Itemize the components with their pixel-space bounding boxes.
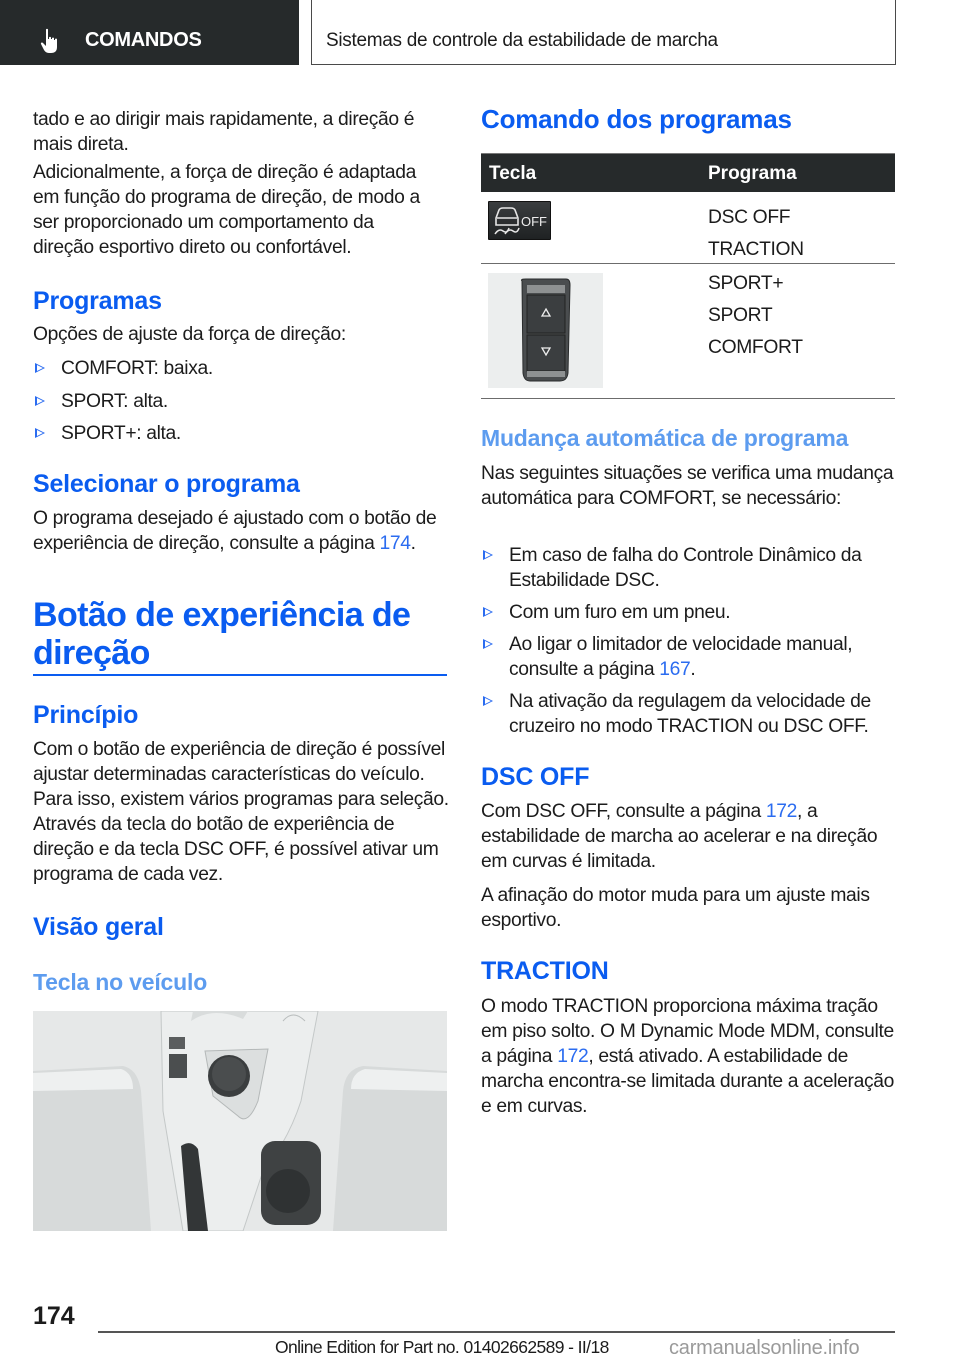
list-item: SPORT+: alta. — [35, 421, 445, 446]
list-item: Em caso de falha do Controle Dinâmico da Estabilidade DSC. — [483, 543, 895, 593]
edition-text: Online Edition for Part no. 01402662589 - II/18 — [275, 1337, 609, 1357]
triangle-bullet-icon — [483, 607, 493, 617]
pointing-hand-icon — [40, 28, 62, 54]
heading-tecla-no-veiculo: Tecla no veículo — [33, 969, 208, 995]
heading-principio: Princípio — [33, 701, 139, 729]
page-link-172[interactable]: 172 — [557, 1046, 589, 1067]
triangle-bullet-icon — [483, 550, 493, 560]
chapter-rule — [33, 674, 447, 676]
page-number: 174 — [33, 1302, 75, 1330]
triangle-bullet-icon — [483, 696, 493, 706]
program-list: SPORT+ SPORT COMFORT — [708, 273, 803, 358]
chapter-title-box — [311, 0, 896, 65]
column-header-programa: Programa — [708, 163, 797, 184]
programs-table — [481, 153, 895, 399]
heading-comando-programas: Comando dos programas — [481, 104, 792, 134]
section-tab — [0, 0, 299, 65]
svg-text:OFF: OFF — [521, 214, 547, 229]
page-link-172[interactable]: 172 — [765, 801, 798, 822]
table-header — [481, 153, 895, 192]
center-console-illustration — [33, 1011, 447, 1231]
triangle-bullet-icon — [35, 396, 45, 406]
triangle-bullet-icon — [35, 363, 45, 373]
page-link-174[interactable]: 174 — [379, 533, 411, 554]
traction-paragraph: O modo TRACTION proporciona máxima tração em piso solto. O M Dynamic Mode MDM, consulte a página 172, está ativado. A estabilidade de marcha encontra-se limitada durante a aceleração e em curvas. — [481, 996, 894, 1117]
heading-traction: TRACTION — [481, 957, 609, 985]
dsc-off-paragraph-1: Com DSC OFF, consulte a página 172, a estabilidade de marcha ao acelerar e na direção em curvas é limitada. — [481, 801, 878, 872]
heading-selecionar-programa: Selecionar o programa — [33, 470, 300, 498]
footer-rule — [98, 1331, 895, 1333]
mudanca-intro: Nas seguintes situações se verifica uma mudança automática para COMFORT, se necessário: — [481, 463, 894, 509]
list-item: COMFORT: baixa. — [35, 356, 445, 381]
watermark: carmanualsonline.info — [669, 1337, 860, 1359]
list-item: Na ativação da regulagem da velocidade de cruzeiro no modo TRACTION ou DSC OFF. — [483, 689, 895, 739]
triangle-bullet-icon — [483, 639, 493, 649]
rocker-switch-icon — [488, 273, 603, 388]
table-row — [481, 192, 895, 264]
column-header-tecla: Tecla — [489, 163, 537, 184]
dsc-off-paragraph-2: A afinação do motor muda para um ajuste mais esportivo. — [481, 885, 870, 931]
chapter-heading: Botão de experiência de direção — [33, 596, 411, 672]
selecionar-paragraph: O programa desejado é ajustado com o botão de experiência de direção, consulte a página 174. — [33, 508, 437, 554]
heading-mudanca-automatica: Mudança automática de programa — [481, 425, 849, 451]
list-item: Com um furo em um pneu. — [483, 600, 895, 625]
table-row — [481, 264, 895, 399]
list-item: SPORT: alta. — [35, 389, 445, 414]
intro-paragraph-2: Adicionalmente, a força de direção é adaptada em função do programa de direção, de modo a ser proporcionado um comportamento da direção esportivo direto ou confortável. — [33, 162, 420, 258]
page-link-167[interactable]: 167 — [659, 659, 691, 680]
triangle-bullet-icon — [35, 428, 45, 438]
principio-paragraph: Com o botão de experiência de direção é possível ajustar determinadas características do veículo. Para isso, existem vários programas para seleção. Através da tecla do botão de experiência de direção e da tecla DSC OFF, é possível ativar um programa de cada vez. — [33, 739, 449, 885]
heading-dsc-off: DSC OFF — [481, 763, 590, 791]
list-item: Ao ligar o limitador de velocidade manual, consulte a página 167. — [483, 632, 895, 682]
chapter-title: Sistemas de controle da estabilidade de marcha — [326, 30, 718, 51]
heading-visao-geral: Visão geral — [33, 913, 164, 941]
intro-paragraph-1: tado e ao dirigir mais rapidamente, a direção é mais direta. — [33, 109, 415, 155]
section-label: COMANDOS — [85, 29, 202, 51]
programas-intro: Opções de ajuste da força de direção: — [33, 324, 346, 345]
dsc-off-button-icon — [488, 201, 551, 240]
heading-programas: Programas — [33, 287, 162, 315]
program-list: DSC OFF TRACTION — [708, 207, 804, 260]
